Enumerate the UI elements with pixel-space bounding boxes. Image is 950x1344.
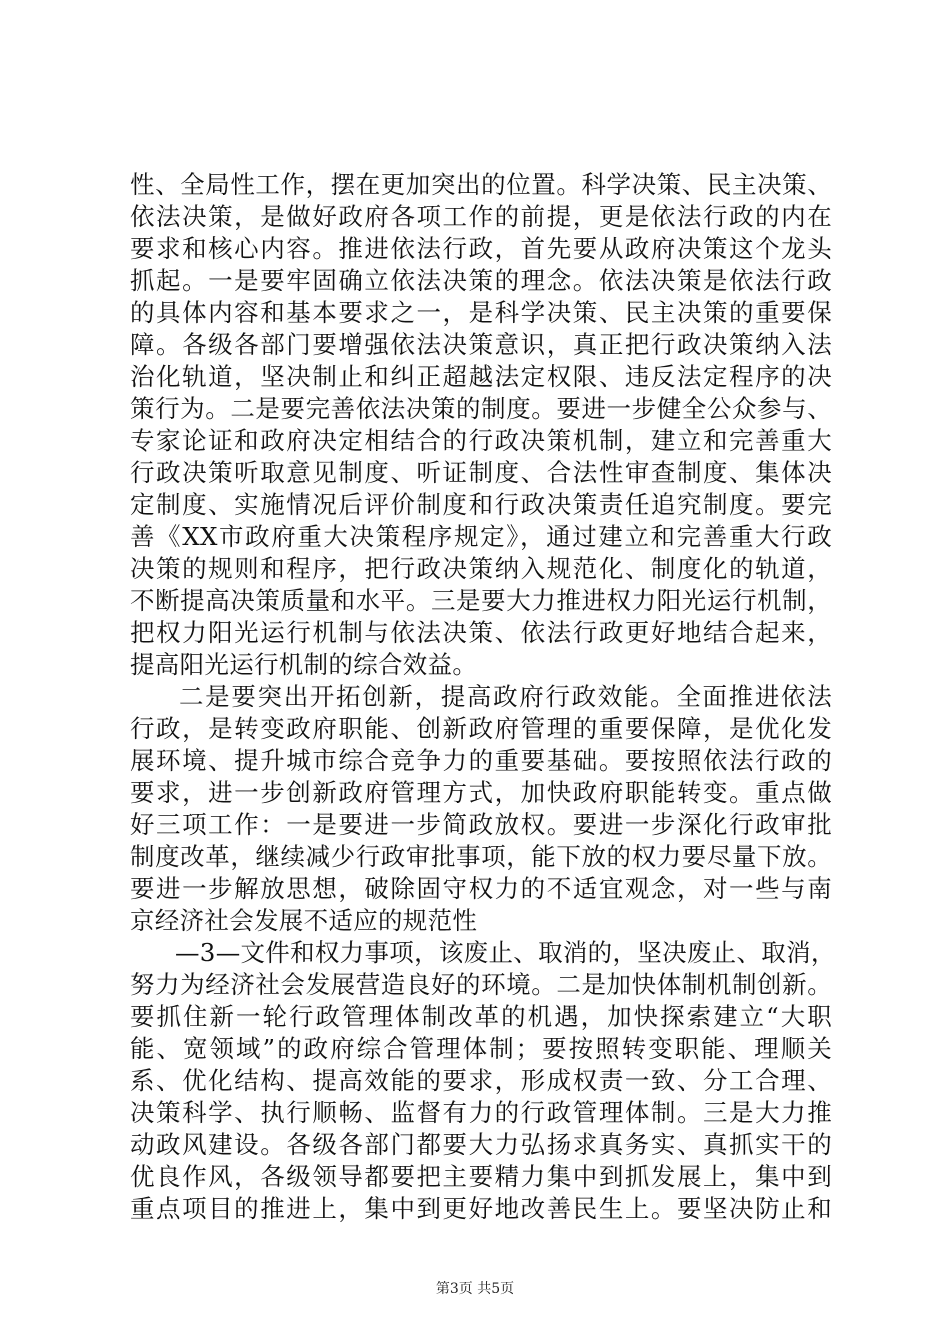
text-line: 决策的规则和程序，把行政决策纳入规范化、制度化的轨道， [130, 554, 832, 583]
text-line: 抓起。一是要牢固确立依法决策的理念。依法决策是依法行政 [130, 266, 832, 295]
text-line: 策行为。二是要完善依法决策的制度。要进一步健全公众参与、 [130, 394, 832, 423]
text-line: 能、宽领域”的政府综合管理体制；要按照转变职能、理顺关 [130, 1034, 832, 1063]
text-line: 提高阳光运行机制的综合效益。 [130, 650, 478, 679]
text-line: 的具体内容和基本要求之一，是科学决策、民主决策的重要保 [130, 298, 832, 327]
text-line: 依法决策，是做好政府各项工作的前提，更是依法行政的内在 [130, 202, 832, 231]
text-line: 把权力阳光运行机制与依法决策、依法行政更好地结合起来， [130, 618, 832, 647]
text-line: 优良作风，各级领导都要把主要精力集中到抓发展上，集中到 [130, 1162, 832, 1191]
document-body [130, 169, 836, 1225]
text-line: 行政，是转变政府职能、创新政府管理的重要保障，是优化发 [130, 714, 832, 743]
text-line: 京经济社会发展不适应的规范性 [130, 906, 478, 935]
text-line: 要求和核心内容。推进依法行政，首先要从政府决策这个龙头 [130, 234, 832, 263]
text-line: 努力为经济社会发展营造良好的环境。二是加快体制机制创新。 [130, 970, 832, 999]
text-line: —3—文件和权力事项，该废止、取消的，坚决废止、取消， [175, 938, 836, 967]
text-line: 定制度、实施情况后评价制度和行政决策责任追究制度。要完 [130, 490, 832, 519]
text-line: 制度改革，继续减少行政审批事项，能下放的权力要尽量下放。 [130, 842, 832, 871]
text-line: 要求，进一步创新政府管理方式，加快政府职能转变。重点做 [130, 778, 832, 807]
text-line: 要抓住新一轮行政管理体制改革的机遇，加快探索建立“大职 [130, 1002, 832, 1031]
text-line: 治化轨道，坚决制止和纠正超越法定权限、违反法定程序的决 [130, 362, 832, 391]
text-line: 障。各级各部门要增强依法决策意识，真正把行政决策纳入法 [130, 330, 832, 359]
text-line: 行政决策听取意见制度、听证制度、合法性审查制度、集体决 [130, 458, 832, 487]
text-line: 二是要突出开拓创新，提高政府行政效能。全面推进依法 [179, 682, 832, 711]
text-line: 系、优化结构、提高效能的要求，形成权责一致、分工合理、 [130, 1066, 832, 1095]
text-line: 善《XX市政府重大决策程序规定》，通过建立和完善重大行政 [130, 522, 832, 551]
text-line: 专家论证和政府决定相结合的行政决策机制，建立和完善重大 [130, 426, 832, 455]
text-line: 不断提高决策质量和水平。三是要大力推进权力阳光运行机制， [130, 586, 832, 615]
text-line: 展环境、提升城市综合竞争力的重要基础。要按照依法行政的 [130, 746, 832, 775]
text-line: 性、全局性工作，摆在更加突出的位置。科学决策、民主决策、 [130, 170, 832, 199]
text-line: 重点项目的推进上，集中到更好地改善民生上。要坚决防止和 [130, 1194, 832, 1223]
text-line: 决策科学、执行顺畅、监督有力的行政管理体制。三是大力推 [130, 1098, 832, 1127]
text-line: 好三项工作：一是要进一步简政放权。要进一步深化行政审批 [130, 810, 832, 839]
text-line: 动政风建设。各级各部门都要大力弘扬求真务实、真抓实干的 [130, 1130, 832, 1159]
page-footer: 第3页 共5页 [435, 1281, 515, 1297]
text-line: 要进一步解放思想，破除固守权力的不适宜观念，对一些与南 [130, 874, 832, 903]
